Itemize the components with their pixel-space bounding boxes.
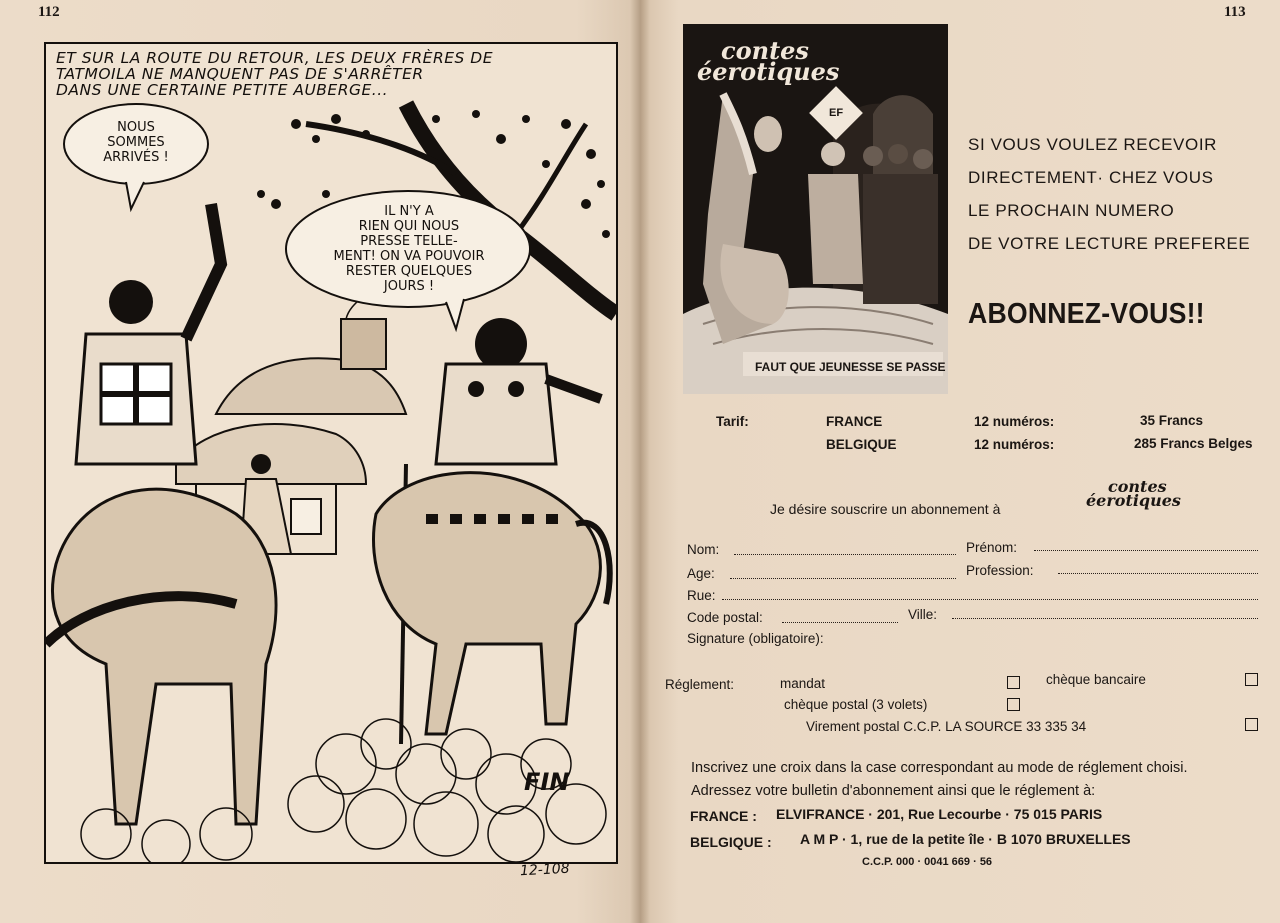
narration-caption [56,50,606,98]
comic-illustration [46,44,616,862]
age-field[interactable] [730,578,956,579]
cheque-postal-label: chèque postal (3 volets) [784,697,928,712]
balloon2-line: PRESSE TELLE- [360,234,458,249]
address-france: ELVIFRANCE · 201, Rue Lecourbe · 75 015 PARIS [776,806,1103,822]
tarif-issues: 12 numéros: [974,437,1055,452]
virement-checkbox[interactable] [1245,718,1258,731]
address-belgique: A M P · 1, rue de la petite île · B 1070 BRUXELLES [800,831,1131,847]
code-postal-label: Code postal: [687,610,763,625]
caption-line-1: ET SUR LA ROUTE DU RETOUR, LES DEUX FRÈRES DE [56,49,493,67]
page-number-right: 113 [1224,4,1246,20]
ccp-number: C.C.P. 000 · 0041 669 · 56 [862,856,993,868]
speech-balloon-1 [76,120,196,165]
subscribe-text: Je désire souscrire un abonnement à [770,501,1001,517]
tarif-price: 35 Francs [1140,413,1204,428]
cheque-bancaire-label: chèque bancaire [1046,672,1146,687]
address-country-belgique: BELGIQUE : [690,834,772,850]
ville-field[interactable] [952,618,1258,619]
mandat-label: mandat [780,676,826,691]
caption-line-3: DANS UNE CERTAINE PETITE AUBERGE... [56,81,389,99]
age-label: Age: [687,566,715,581]
tarif-price: 285 Francs Belges [1134,436,1253,451]
page-number-left: 112 [38,4,60,20]
profession-label: Profession: [966,563,1034,578]
balloon2-line: RIEN QUI NOUS [358,219,460,234]
speech-balloon-2 [296,204,522,294]
promo-text [968,128,1250,260]
cover-title: FAUT QUE JEUNESSE SE PASSE [755,360,946,374]
balloon1-line: NOUS [117,120,155,135]
prenom-field[interactable] [1034,550,1258,551]
issue-code: 12-108 [519,860,570,880]
tarif-label: Tarif: [716,414,749,429]
balloon1-line: ARRIVÉS ! [103,150,169,165]
virement-label: Virement postal C.C.P. LA SOURCE 33 335 34 [806,719,1087,734]
fin-label: FIN [524,768,570,796]
balloon2-line: MENT! ON VA POUVOIR [333,249,485,264]
cover-brand-line1: contes [721,36,809,65]
prenom-label: Prénom: [966,540,1018,555]
instruction-line: Inscrivez une croix dans la case correspondant au mode de réglement choisi. [691,760,1188,776]
caption-line-2: TATMOILA NE MANQUENT PAS DE S'ARRÊTER [56,65,424,83]
nom-label: Nom: [687,542,720,557]
tarif-country: FRANCE [826,414,883,429]
promo-line: LE PROCHAIN NUMERO [968,201,1175,220]
address-country-france: FRANCE : [690,808,757,824]
promo-line: SI VOUS VOULEZ RECEVOIR [968,135,1218,154]
rue-field[interactable] [722,599,1258,600]
signature-label: Signature (obligatoire): [687,631,824,646]
nom-field[interactable] [734,554,956,555]
tarif-issues: 12 numéros: [974,414,1055,429]
cheque-postal-checkbox[interactable] [1007,698,1020,711]
ville-label: Ville: [908,607,938,622]
balloon2-line: JOURS ! [383,279,435,294]
mandat-checkbox[interactable] [1007,676,1020,689]
balloon2-line: RESTER QUELQUES [345,264,473,279]
tarif-country: BELGIQUE [826,437,897,452]
cheque-bancaire-checkbox[interactable] [1245,673,1258,686]
subscribe-headline: ABONNEZ-VOUS!! [968,298,1205,330]
promo-line: DIRECTEMENT· CHEZ VOUS [968,168,1214,187]
instruction-line: Adressez votre bulletin d'abonnement ainsi que le réglement à: [691,783,1096,799]
promo-line: DE VOTRE LECTURE PREFEREE [968,234,1251,253]
rue-label: Rue: [687,588,716,603]
ef-badge-label: EF [828,107,844,119]
book-gutter [630,0,650,923]
code-postal-field[interactable] [782,622,898,623]
profession-field[interactable] [1058,573,1258,574]
mini-brand-line2: éerotiques [1086,491,1181,510]
balloon2-line: IL N'Y A [384,204,434,219]
balloon1-line: SOMMES [107,135,165,150]
reglement-label: Réglement: [665,677,735,692]
cover-brand [697,36,840,86]
mini-brand-logo [1086,477,1181,510]
comic-panel [44,42,618,864]
cover-brand-line2: éerotiques [697,57,840,86]
mini-brand-line1: contes [1108,477,1167,496]
magazine-cover [683,24,948,394]
